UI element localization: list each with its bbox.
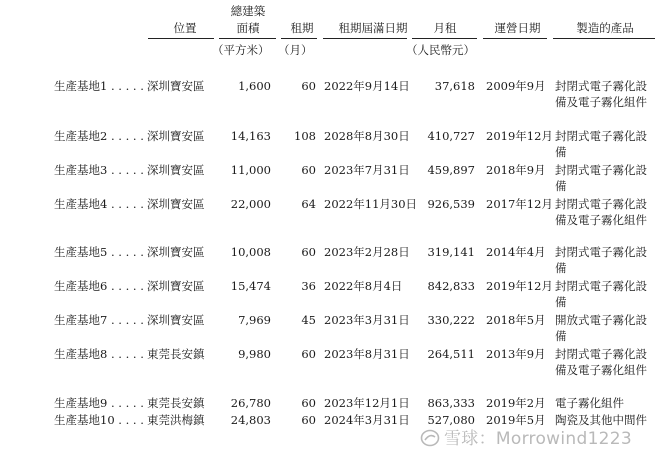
- cell-start: 2019年12月: [486, 279, 553, 293]
- cell-base: 生產基地10 . . . .: [54, 413, 144, 427]
- cell-term: 60: [301, 413, 316, 427]
- header-rent: 月租: [433, 21, 457, 35]
- cell-start: 2018年9月: [486, 163, 546, 177]
- cell-term: 60: [301, 163, 316, 177]
- cell-expiry: 2023年7月31日: [324, 163, 410, 177]
- cell-rent: 459,897: [427, 163, 475, 177]
- cell-location: 深圳寶安區: [147, 245, 205, 259]
- cell-product: 陶瓷及其他中間件: [555, 413, 647, 427]
- rule-product: [553, 38, 655, 39]
- cell-area: 11,000: [230, 163, 271, 177]
- cell-term: 60: [301, 79, 316, 93]
- cell-base: 生產基地6 . . . . .: [54, 279, 144, 293]
- cell-rent: 527,080: [427, 413, 475, 427]
- table-row: [0, 244, 660, 275]
- cell-product: 封閉式電子霧化設備及電子霧化組件: [555, 79, 647, 109]
- cell-start: 2014年4月: [486, 245, 546, 259]
- cell-start: 2019年2月: [486, 396, 546, 410]
- cell-rent: 842,833: [427, 279, 475, 293]
- rule-expiry: [323, 38, 407, 39]
- cell-area: 14,163: [230, 129, 271, 143]
- cell-area: 7,969: [238, 313, 271, 327]
- watermark-text: 雪球：Morrowind1223: [444, 429, 633, 449]
- cell-start: 2017年12月: [486, 197, 553, 211]
- header-term: 租期: [290, 21, 314, 35]
- cell-area: 26,780: [230, 396, 271, 410]
- header-area-line2: 面積: [236, 21, 260, 35]
- rule-start: [483, 38, 547, 39]
- cell-location: 深圳寶安區: [147, 129, 205, 143]
- cell-term: 64: [301, 197, 316, 211]
- cell-rent: 410,727: [427, 129, 475, 143]
- header-location: 位置: [173, 21, 197, 35]
- cell-area: 15,474: [230, 279, 271, 293]
- cell-base: 生產基地3 . . . . .: [54, 163, 144, 177]
- cell-location: 東莞長安鎮: [147, 347, 205, 361]
- cell-term: 36: [301, 279, 316, 293]
- cell-location: 深圳寶安區: [147, 79, 205, 93]
- cell-product: 封閉式電子霧化設備: [555, 129, 647, 159]
- cell-area: 22,000: [230, 197, 271, 211]
- cell-start: 2018年5月: [486, 313, 546, 327]
- cell-rent: 37,618: [434, 79, 475, 93]
- cell-location: 東莞長安鎮: [147, 396, 205, 410]
- header-area: [218, 3, 278, 37]
- rule-term: [281, 38, 317, 39]
- cell-expiry: 2022年9月14日: [324, 79, 410, 93]
- rule-area: [219, 38, 276, 39]
- cell-location: 深圳寶安區: [147, 313, 205, 327]
- cell-expiry: 2022年11月30日: [324, 197, 418, 211]
- rule-location: [148, 38, 214, 39]
- cell-area: 1,600: [238, 79, 271, 93]
- cell-expiry: 2023年2月28日: [324, 245, 410, 259]
- cell-base: 生產基地7 . . . . .: [54, 313, 144, 327]
- cell-product: 電子霧化組件: [555, 396, 624, 410]
- cell-area: 9,980: [238, 347, 271, 361]
- cell-expiry: 2023年12月1日: [324, 396, 410, 410]
- cell-location: 深圳寶安區: [147, 163, 205, 177]
- cell-product: 封閉式電子霧化設備及電子霧化組件: [555, 197, 647, 227]
- cell-term: 60: [301, 396, 316, 410]
- cell-start: 2009年9月: [486, 79, 546, 93]
- cell-rent: 863,333: [427, 396, 475, 410]
- table-row: [0, 196, 660, 227]
- cell-expiry: 2028年8月30日: [324, 129, 410, 143]
- cell-location: 深圳寶安區: [147, 279, 205, 293]
- cell-rent: 264,511: [427, 347, 475, 361]
- cell-expiry: 2024年3月31日: [324, 413, 410, 427]
- table-row: [0, 162, 660, 193]
- cell-term: 60: [301, 245, 316, 259]
- unit-term: （月）: [278, 43, 313, 57]
- cell-term: 60: [301, 347, 316, 361]
- table-row: [0, 346, 660, 377]
- cell-area: 10,008: [230, 245, 271, 259]
- cell-start: 2019年12月: [486, 129, 553, 143]
- cell-base: 生產基地1 . . . . .: [54, 79, 144, 93]
- table-row: [0, 395, 660, 412]
- cell-area: 24,803: [230, 413, 271, 427]
- header-expiry: 租期屆滿日期: [338, 21, 408, 35]
- cell-product: 封閉式電子霧化設備: [555, 245, 647, 275]
- cell-rent: 926,539: [427, 197, 475, 211]
- cell-base: 生產基地2 . . . . .: [54, 129, 144, 143]
- watermark: [420, 424, 632, 449]
- snowball-logo-icon: [420, 429, 440, 447]
- cell-base: 生產基地4 . . . . .: [54, 197, 144, 211]
- cell-start: 2013年9月: [486, 347, 546, 361]
- unit-rent: （人民幣元）: [406, 43, 475, 57]
- cell-rent: 319,141: [427, 245, 475, 259]
- cell-product: 封閉式電子霧化設備: [555, 163, 647, 193]
- cell-base: 生產基地5 . . . . .: [54, 245, 144, 259]
- table-row: [0, 78, 660, 109]
- cell-product: 開放式電子霧化設備: [555, 313, 647, 343]
- cell-term: 108: [294, 129, 316, 143]
- cell-expiry: 2023年8月31日: [324, 347, 410, 361]
- cell-rent: 330,222: [427, 313, 475, 327]
- cell-start: 2019年5月: [486, 413, 546, 427]
- rule-rent: [412, 38, 477, 39]
- table-row: [0, 312, 660, 343]
- cell-term: 45: [301, 313, 316, 327]
- header-start: 運營日期: [494, 21, 541, 35]
- cell-base: 生產基地9 . . . . .: [54, 396, 144, 410]
- cell-location: 東莞洪梅鎮: [147, 413, 205, 427]
- cell-base: 生產基地8 . . . . .: [54, 347, 144, 361]
- cell-location: 深圳寶安區: [147, 197, 205, 211]
- header-product: 製造的產品: [576, 21, 634, 35]
- cell-expiry: 2022年8月4日: [324, 279, 403, 293]
- table-row: [0, 128, 660, 159]
- header-area-line1: 總建築: [230, 4, 266, 18]
- unit-area: （平方米）: [212, 43, 270, 57]
- cell-product: 封閉式電子霧化設備及電子霧化組件: [555, 347, 647, 377]
- table-row: [0, 278, 660, 309]
- cell-expiry: 2023年3月31日: [324, 313, 410, 327]
- cell-product: 封閉式電子霧化設備: [555, 279, 647, 309]
